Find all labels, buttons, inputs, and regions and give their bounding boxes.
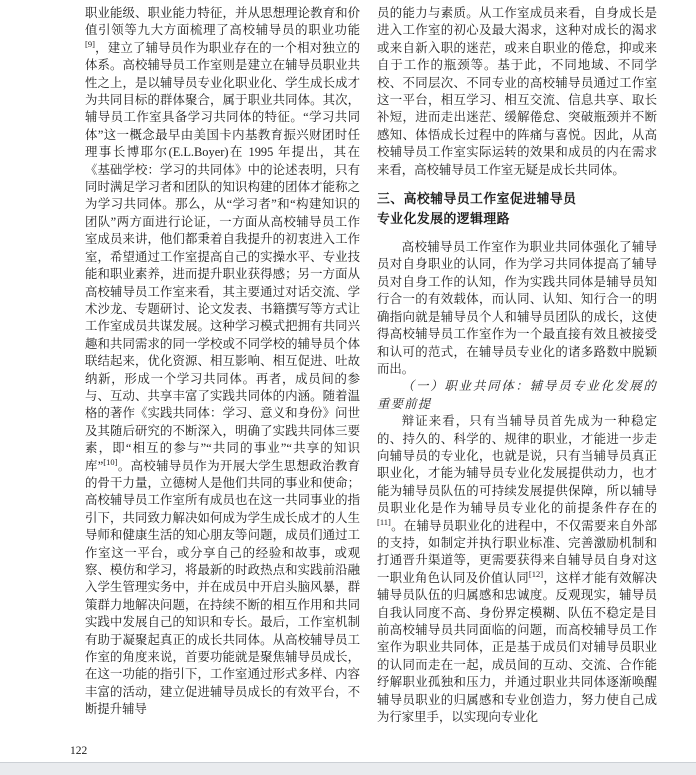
left-column — [85, 5, 360, 726]
section-heading — [377, 190, 657, 229]
section-heading-line: 三、高校辅导员工作室促进辅导员 — [377, 192, 577, 207]
body-paragraph: 高校辅导员工作室作为职业共同体强化了辅导员对自身职业的认同，作为学习共同体提高了辅导员对自身工作的认知，作为实践共同体是辅导员知行合一的有效载体，而认同、认知、知行合一的明确指向就是辅导员个人和辅导员团队的成长，这使得高校辅导员工作室作为一个最直接有效且被接受和认可的范式，在辅导员专业化的诸多路数中脱颖而出。 — [377, 240, 657, 376]
body-paragraph: 职业能级、职业能力特征，并从思想理论教育和价值引领等九大方面梳理了高校辅导员的职业功能[9]，建立了辅导员作为职业存在的一个相对独立的体系。高校辅导员工作室则是建立在辅导员职业共性之上，是以辅导员专业化职业化、学生成长成才为共同目标的群体聚合，属于职业共同体。其次，辅导员工作室具备学习共同体的特征。“学习共同体”这一概念最早由美国卡内基教育振兴财团时任理事长博耶尔(E.L.Boyer)在 1995 年提出，其在《基础学校：学习的共同体》中的论述表明，只有同时满足学习者和团队的知识构建的团体才能称之为学习共同体。那么，从“学习者”和“构建知识的团队”两方面进行论证，一方面从高校辅导员工作室成员来讲，他们都秉着自我提升的初衷进入工作室，希望通过工作室提高自己的实操水平、专业技能和职业素养，进而提升职业获得感；另一方面从高校辅导员工作室来看，其主要通过对话交流、学术沙龙、专题研讨、论文发表、书籍撰写等方式让工作室成员共谋发展。这种学习模式把拥有共同兴趣和共同需求的同一学校或不同学校的辅导员个体联结起来，优化资源、相互影响、相互促进、吐故纳新，形成一个学习共同体。再者，成员间的参与、互动、共享丰富了实践共同体的内涵。随着温格的著作《实践共同体：学习、意义和身份》问世及其随后研究的不断深入，明确了实践共同体三要素，即“相互的参与”“共同的事业”“共享的知识库”[10]。高校辅导员作为开展大学生思想政治教育的骨干力量，立德树人是他们共同的事业和使命；高校辅导员工作室所有成员也在这一共同事业的指引下，共同致力解决如何成为学生成长成才的人生导师和健康生活的知心朋友等问题，成员们通过工作室这一平台，或分享自己的经验和故事，或观察、模仿和学习，将最新的时政热点和实践前沿融入学生管理实务中，并在成员中开启头脑风暴，群策群力地解决问题，在持续不断的相互作用和共同实践中发展自己的知识和专长。最后，工作室机制有助于凝聚起真正的成长共同体。从高校辅导员工作室的角度来说，首要功能就是聚焦辅导员成长，在这一功能的指引下，工作室通过形式多样、内容丰富的活动，建立促进辅导员成长的有效平台，不断提升辅导 — [85, 6, 361, 717]
citation-reference: [11] — [377, 516, 391, 527]
subsection-heading: （一）职业共同体：辅导员专业化发展的重要前提 — [377, 379, 657, 411]
citation-reference: [9] — [85, 38, 95, 49]
citation-reference: [12] — [528, 568, 544, 579]
right-column — [377, 5, 657, 726]
section-heading-line: 专业化发展的逻辑理路 — [377, 211, 510, 226]
citation-reference: [10] — [103, 456, 118, 467]
scan-edge — [0, 762, 696, 775]
page-content — [85, 5, 657, 726]
page-number: 122 — [70, 745, 88, 757]
body-paragraph: 员的能力与素质。从工作室成员来看，自身成长是进入工作室的初心及最大渴求，这种对成长的渴求或来自新入职的迷茫，或来自职业的倦怠，抑或来自于工作的瓶颈等。基于此，不同地域、不同学校、不同层次、不同专业的高校辅导员通过工作室这一平台，相互学习、相互交流、信息共享、取长补短，进而走出迷茫、缓解倦怠、突破瓶颈并不断感知、体悟成长过程中的阵痛与喜悦。因此，从高校辅导员工作室实际运转的效果和成员的内在需求来看，高校辅导员工作室无疑是成长共同体。 — [377, 6, 657, 177]
body-paragraph: 辩证来看，只有当辅导员首先成为一种稳定的、持久的、科学的、规律的职业，才能进一步走向辅导员的专业化，也就是说，只有当辅导员真正职业化，才能为辅导员专业化发展提供动力，也才能为辅导员队伍的可持续发展提供保障，所以辅导员职业化是作为辅导员专业化的前提条件存在的[11]。在辅导员职业化的进程中，不仅需要来自外部的支持，如制定并执行职业标准、完善激励机制和打通晋升渠道等，更需要获得来自辅导员自身对这一职业角色认同及价值认同[12]，这样才能有效解决辅导员队伍的归属感和忠诚度。反观现实，辅导员自我认同度不高、身份界定模糊、队伍不稳定是目前高校辅导员共同面临的问题，而高校辅导员工作室作为职业共同体，正是基于成员们对辅导员职业的认同而走在一起，成员间的互动、交流、合作能纾解职业孤独和压力，并通过职业共同体逐渐唤醒辅导员职业的归属感和专业创造力，努力使自己成为行家里手，以实现向专业化 — [377, 414, 658, 725]
